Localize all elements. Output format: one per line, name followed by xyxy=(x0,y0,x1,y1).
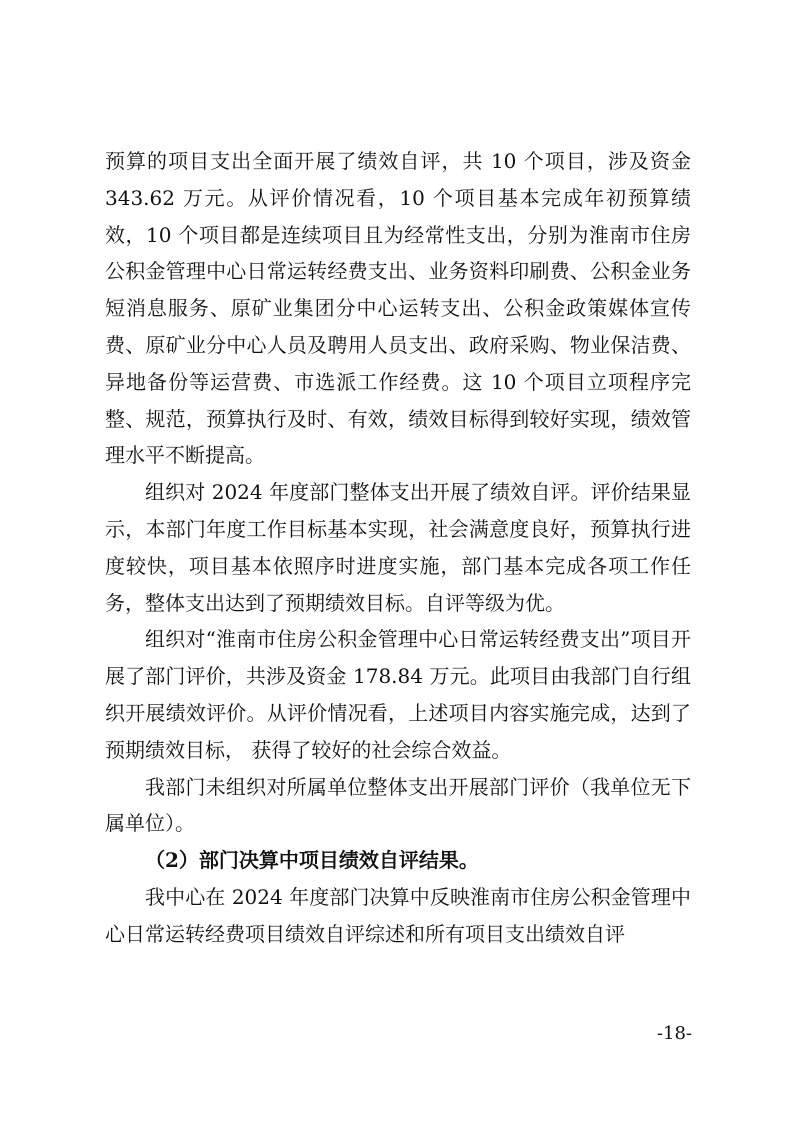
page-number: -18- xyxy=(656,1023,692,1044)
section-heading: （2）部门决算中项目绩效自评结果。 xyxy=(145,848,479,873)
paragraph-project-self-evaluation: 预算的项目支出全面开展了绩效自评，共 10 个项目，涉及资金 343.62 万元。从评价情况看，10 个项目基本完成年初预算绩效，10 个项目都是连续项目且为经常性支出，分别为淮南市住房公积金管理中心日常运转经费支出、业务资料印刷费、公积金业务短消息服务、原矿业集团分中心运转支出、公积金政策媒体宣传费、原矿业分中心人员及聘用人员支出、政府采购、物业保洁费、异地备份等运营费、市选派工作经费。这 10 个项目立项程序完整、规范，预算执行及时、有效，绩效目标得到较好实现，绩效管理水平不断提高。 xyxy=(105,149,691,468)
paragraph-final-account-results: 我中心在 2024 年度部门决算中反映淮南市住房公积金管理中心日常运转经费项目绩效自评综述和所有项目支出绩效自评 xyxy=(105,884,691,946)
paragraph-subordinate-units: 我部门未组织对所属单位整体支出开展部门评价（我单位无下属单位）。 xyxy=(105,774,691,836)
document-body xyxy=(105,143,691,953)
paragraph-department-evaluation: 组织对“淮南市住房公积金管理中心日常运转经费支出”项目开展了部门评价，共涉及资金 178.84 万元。此项目由我部门自行组织开展绩效评价。从评价情况看，上述项目内容实施完成，达到了预期绩效目标， 获得了较好的社会综合效益。 xyxy=(105,627,691,762)
paragraph-overall-expenditure-evaluation: 组织对 2024 年度部门整体支出开展了绩效自评。评价结果显示，本部门年度工作目标基本实现，社会满意度良好，预算执行进度较快，项目基本依照序时进度实施，部门基本完成各项工作任务，整体支出达到了预期绩效目标。自评等级为优。 xyxy=(105,480,691,615)
